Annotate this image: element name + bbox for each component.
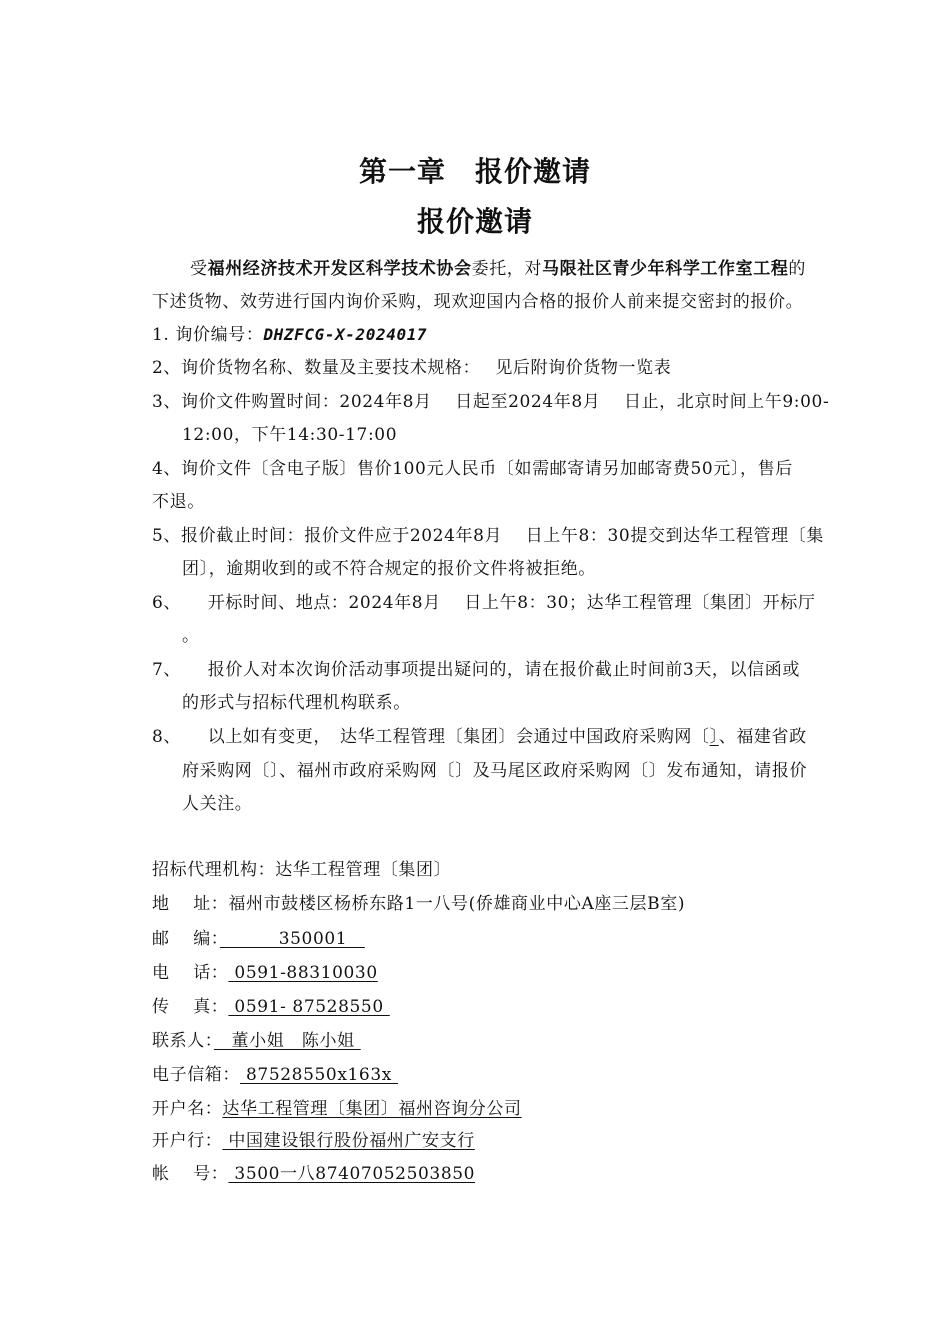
item-5-line-2: 团〕，逾期收到的或不符合规定的报价文件将被拒绝。 [182,559,596,579]
item-7-line-2: 的形式与招标代理机构联系。 [182,693,411,713]
phone-label: 电 话： [152,963,229,983]
intro-line-1 [190,258,806,280]
item-8-line-2: 府采购网〔〕、福州市政府采购网〔〕及马尾区政府采购网〔〕发布通知，请报价 [182,761,808,781]
account-number-row [152,1163,475,1185]
item-7-line-1: 7、 报价人对本次询价活动事项提出疑问的，请在报价截止时间前3天，以信函或 [152,660,800,680]
document-title: 报价邀请 [416,205,533,238]
bank-value: 中国建设银行股份福州广安支行 [222,1131,475,1151]
agency-value: 达华工程管理〔集团〕 [275,860,452,880]
address-value: 福州市鼓楼区杨桥东路1一八号(侨雄商业中心A座三层B室) [228,894,686,914]
account-name-value: 达华工程管理〔集团〕福州咨询分公司 [222,1099,522,1119]
email-label: 电子信箱： [152,1065,240,1085]
item-8-text-a: 8、 以上如有变更， 达华工程管理〔集团〕会通过中国政府采购网〔 [152,727,710,747]
email-row [152,1064,398,1086]
item-8-text-c: 、福建省政 [718,727,807,747]
email-value[interactable]: 87528550x163x [240,1065,398,1085]
address-row [152,893,685,915]
client-name: 福州经济技术开发区科学技术协会 [207,259,472,279]
phone-row [152,962,378,984]
bank-row [152,1130,475,1152]
intro-mid: 委托，对 [471,259,543,279]
item-6-line-1: 6、 开标时间、地点：2024年8月 日上午8：30；达华工程管理〔集团〕开标厅 [152,593,816,613]
postcode-value: 350001 [219,929,365,949]
bank-label: 开户行： [152,1131,223,1151]
intro-line-2: 下述货物、效劳进行国内询价采购，现欢迎国内合格的报价人前来提交密封的报价。 [152,292,804,312]
intro-pre: 受 [190,259,208,279]
address-label: 地 址： [152,894,229,914]
agency-row [152,859,451,881]
item-4-line-2: 不退。 [152,492,205,512]
fax-label: 传 真： [152,997,229,1017]
item-8-link-bracket[interactable]: 〕 [709,727,719,747]
item-8-line-1 [152,726,807,748]
contact-person-row [152,1030,361,1052]
item-8-line-3: 人关注。 [182,794,253,814]
item-4-line-1: 4、询价文件〔含电子版〕售价100元人民币〔如需邮寄请另加邮寄费50元〕，售后 [152,459,793,479]
postcode-label: 邮 编： [152,929,220,949]
postcode-row [152,928,365,950]
item-6-line-2: 。 [182,626,200,646]
phone-value: 0591-88310030 [228,963,378,983]
item-5-line-1: 5、报价截止时间：报价文件应于2024年8月 日上午8：30提交到达华工程管理〔集 [152,526,824,546]
item-1 [152,324,427,346]
item-2: 2、询价货物名称、数量及主要技术规格： 见后附询价货物一览表 [152,358,672,378]
contact-person-value: 董小姐 陈小姐 [213,1031,361,1051]
account-name-label: 开户名： [152,1099,223,1119]
contact-person-label: 联系人： [152,1031,214,1051]
account-name-row [152,1098,522,1120]
item-3-line-2: 12:00，下午14:30-17:00 [182,425,398,445]
chapter-title: 第一章 报价邀请 [358,155,591,188]
fax-value: 0591- 87528550 [228,997,390,1017]
project-name: 马限社区青少年科学工作室工程 [542,259,789,279]
intro-post: 的 [788,259,807,279]
inquiry-number: DHZFCG-X-2024017 [263,325,428,344]
item-3-line-1: 3、询价文件购置时间：2024年8月 日起至2024年8月 日止，北京时间上午9:00- [152,392,830,412]
fax-row [152,996,390,1018]
account-number-value: 3500一八87407052503850 [228,1164,476,1184]
agency-label: 招标代理机构： [152,860,276,880]
account-number-label: 帐 号： [152,1164,229,1184]
item-1-label: 1. 询价编号： [152,325,264,345]
